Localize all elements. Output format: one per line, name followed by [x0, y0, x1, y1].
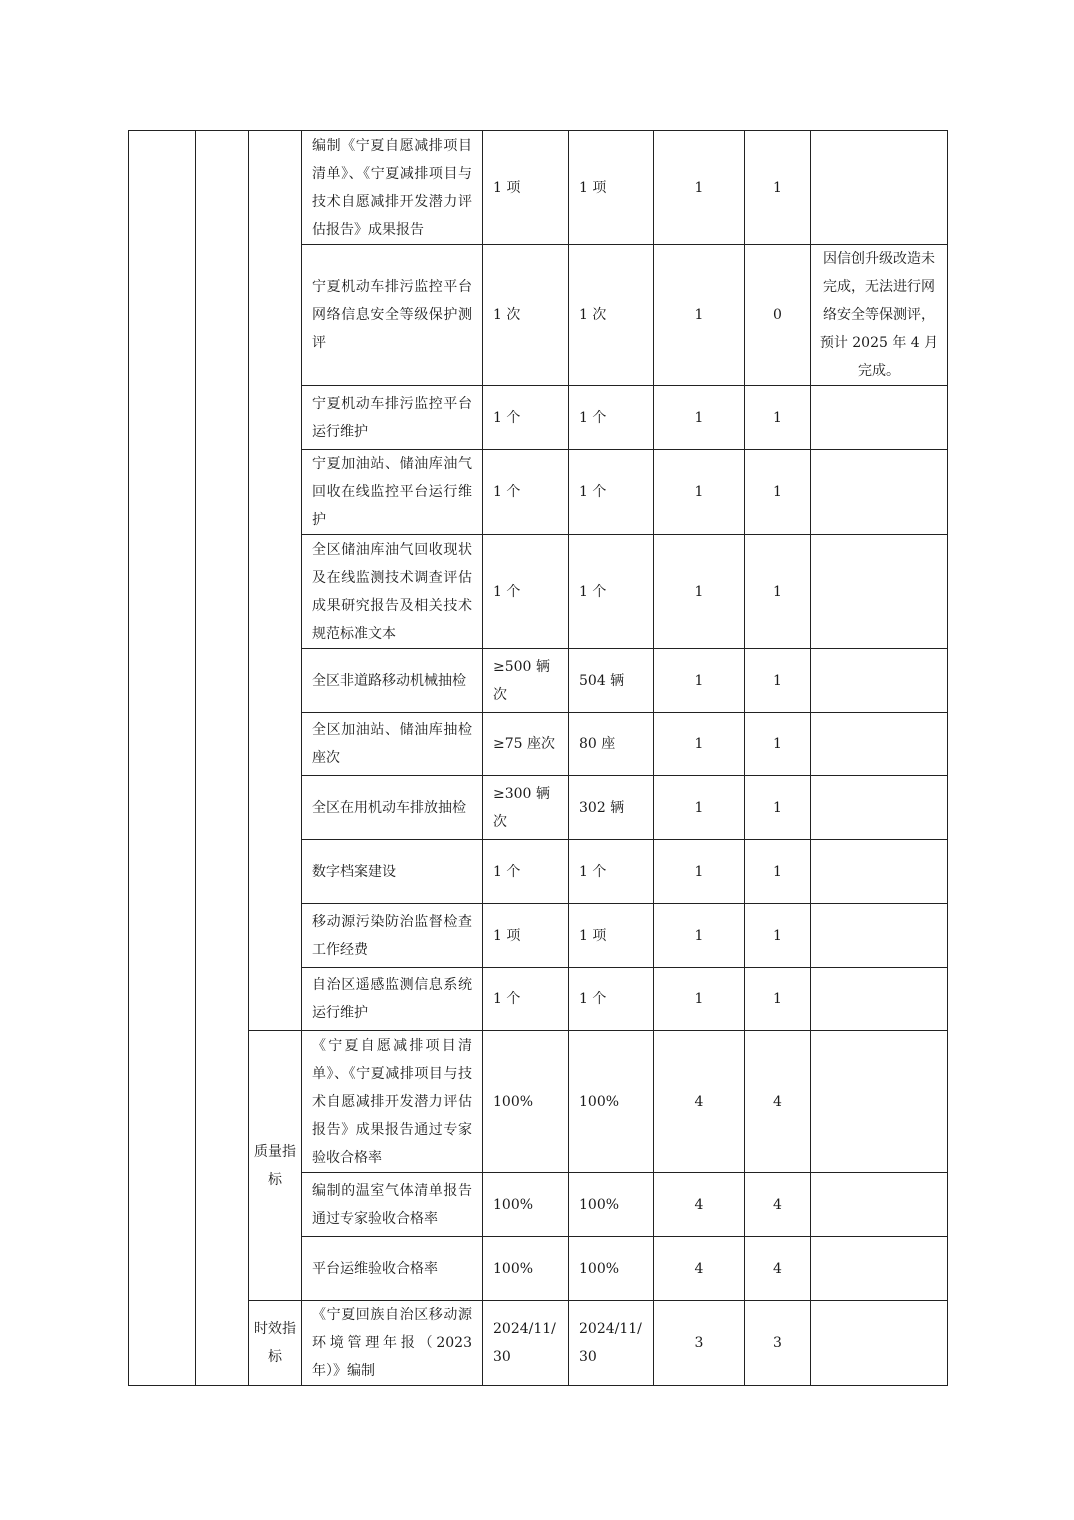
indicator-score: 1: [745, 450, 811, 535]
indicator-name: 《宁夏自愿减排项目清单》、《宁夏减排项目与技术自愿减排开发潜力评估报告》成果报告通过专家验收合格率: [302, 1031, 483, 1173]
category-label-quality: 质量指标: [249, 1031, 302, 1301]
indicator-target: ≥500 辆次: [483, 649, 569, 713]
indicator-weight: 1: [654, 649, 745, 713]
table-row: [129, 1031, 948, 1173]
indicator-weight: 1: [654, 131, 745, 245]
indicator-name: 全区非道路移动机械抽检: [302, 649, 483, 713]
indicator-note: [811, 713, 948, 776]
indicator-actual: 100%: [569, 1237, 654, 1301]
indicator-actual: 1 个: [569, 450, 654, 535]
indicator-name: 宁夏机动车排污监控平台运行维护: [302, 386, 483, 450]
indicator-actual: 80 座: [569, 713, 654, 776]
indicator-actual: 1 个: [569, 535, 654, 649]
indicator-name: 移动源污染防治监督检查工作经费: [302, 904, 483, 968]
indicator-note: [811, 1173, 948, 1237]
table-row: [129, 1301, 948, 1386]
indicator-name: 宁夏加油站、储油库油气回收在线监控平台运行维护: [302, 450, 483, 535]
indicator-note: [811, 535, 948, 649]
indicator-name: 自治区遥感监测信息系统运行维护: [302, 968, 483, 1031]
indicator-name: 编制的温室气体清单报告通过专家验收合格率: [302, 1173, 483, 1237]
indicator-score: 1: [745, 386, 811, 450]
indicator-target: 1 项: [483, 131, 569, 245]
indicator-actual: 1 项: [569, 131, 654, 245]
indicator-name: 宁夏机动车排污监控平台网络信息安全等级保护测评: [302, 245, 483, 386]
indicator-score: 4: [745, 1031, 811, 1173]
indicator-name: 平台运维验收合格率: [302, 1237, 483, 1301]
indicator-weight: 1: [654, 776, 745, 840]
indicator-target: 1 个: [483, 535, 569, 649]
indicator-target: 1 个: [483, 968, 569, 1031]
indicator-score: 1: [745, 904, 811, 968]
indicator-note: [811, 776, 948, 840]
indicator-score: 1: [745, 840, 811, 904]
indicator-actual: 1 项: [569, 904, 654, 968]
indicator-weight: 4: [654, 1237, 745, 1301]
indicator-name: 全区储油库油气回收现状及在线监测技术调查评估成果研究报告及相关技术规范标准文本: [302, 535, 483, 649]
level2-indicator-cell: [196, 131, 249, 1386]
indicator-note: [811, 131, 948, 245]
indicator-target: ≥75 座次: [483, 713, 569, 776]
indicator-target: 1 项: [483, 904, 569, 968]
indicator-note: [811, 649, 948, 713]
indicator-note: [811, 1237, 948, 1301]
category-label-timeliness: 时效指标: [249, 1301, 302, 1386]
indicator-score: 3: [745, 1301, 811, 1386]
indicator-target: 100%: [483, 1031, 569, 1173]
indicator-score: 1: [745, 713, 811, 776]
indicator-weight: 1: [654, 535, 745, 649]
indicator-actual: 1 个: [569, 968, 654, 1031]
indicator-weight: 1: [654, 450, 745, 535]
indicator-actual: 302 辆: [569, 776, 654, 840]
indicator-actual: 100%: [569, 1031, 654, 1173]
indicator-note: [811, 968, 948, 1031]
indicator-name: 全区加油站、储油库抽检座次: [302, 713, 483, 776]
indicator-target: 1 个: [483, 386, 569, 450]
table-row: [129, 131, 948, 245]
indicator-target: 2024/11/30: [483, 1301, 569, 1386]
indicator-weight: 1: [654, 713, 745, 776]
indicator-actual: 1 个: [569, 840, 654, 904]
indicator-note: [811, 386, 948, 450]
indicator-weight: 1: [654, 968, 745, 1031]
indicator-weight: 3: [654, 1301, 745, 1386]
indicator-weight: 4: [654, 1173, 745, 1237]
indicator-score: 1: [745, 776, 811, 840]
indicator-note: [811, 450, 948, 535]
performance-indicator-table: [128, 130, 948, 1386]
indicator-score: 4: [745, 1173, 811, 1237]
indicator-name: 《宁夏回族自治区移动源环境管理年报（2023 年）》编制: [302, 1301, 483, 1386]
indicator-note: 因信创升级改造未完成，无法进行网络安全等保测评，预计 2025 年 4 月完成。: [811, 245, 948, 386]
indicator-note: [811, 904, 948, 968]
indicator-actual: 504 辆: [569, 649, 654, 713]
indicator-score: 1: [745, 968, 811, 1031]
indicator-actual: 1 个: [569, 386, 654, 450]
indicator-weight: 1: [654, 840, 745, 904]
indicator-target: 1 个: [483, 450, 569, 535]
indicator-score: 1: [745, 535, 811, 649]
indicator-name: 数字档案建设: [302, 840, 483, 904]
indicator-target: 100%: [483, 1237, 569, 1301]
indicator-weight: 1: [654, 245, 745, 386]
indicator-weight: 1: [654, 904, 745, 968]
indicator-weight: 4: [654, 1031, 745, 1173]
level3-quantity-cell: [249, 131, 302, 1031]
indicator-score: 4: [745, 1237, 811, 1301]
indicator-target: 1 次: [483, 245, 569, 386]
indicator-score: 1: [745, 131, 811, 245]
indicator-score: 0: [745, 245, 811, 386]
level1-indicator-cell: [129, 131, 196, 1386]
indicator-note: [811, 840, 948, 904]
indicator-note: [811, 1031, 948, 1173]
indicator-actual: 2024/11/30: [569, 1301, 654, 1386]
indicator-target: 100%: [483, 1173, 569, 1237]
indicator-name: 全区在用机动车排放抽检: [302, 776, 483, 840]
indicator-actual: 1 次: [569, 245, 654, 386]
indicator-score: 1: [745, 649, 811, 713]
indicator-weight: 1: [654, 386, 745, 450]
indicator-name: 编制《宁夏自愿减排项目清单》、《宁夏减排项目与技术自愿减排开发潜力评估报告》成果报告: [302, 131, 483, 245]
indicator-target: 1 个: [483, 840, 569, 904]
indicator-target: ≥300 辆次: [483, 776, 569, 840]
indicator-actual: 100%: [569, 1173, 654, 1237]
indicator-note: [811, 1301, 948, 1386]
